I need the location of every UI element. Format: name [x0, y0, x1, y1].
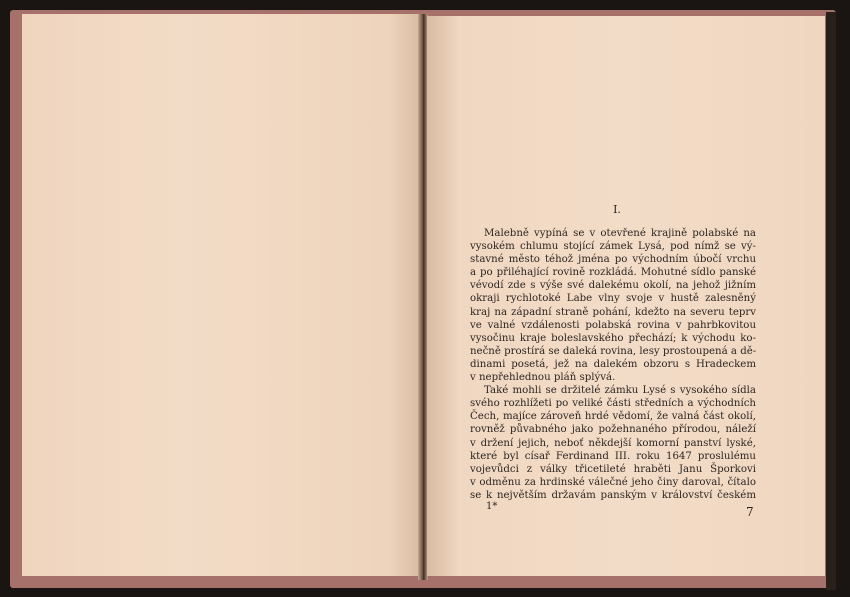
- text-line: dinami posetá, jež na dalekém obzoru s Hradeckem: [470, 358, 756, 370]
- text-line: nečně prostírá se daleká rovina, lesy prostoupená a dě-: [470, 345, 757, 357]
- paragraph-2: [470, 384, 756, 502]
- text-line: se k největším državám panským v království českém: [470, 489, 756, 501]
- text-line: stavné město téhož jména po východním úbočí vrchu: [470, 254, 756, 266]
- signature-mark: 1*: [486, 501, 498, 512]
- chapter-number: I.: [613, 203, 621, 216]
- text-line: které byl císař Ferdinand III. roku 1647 proslulému: [470, 450, 756, 462]
- paragraph-1: [470, 227, 756, 384]
- left-page-blank: [22, 14, 420, 576]
- text-line: Také mohli se držitelé zámku Lysé s vysokého sídla: [484, 385, 756, 397]
- text-line: v držení jejich, neboť někdejší komorní panství lyské,: [470, 437, 756, 449]
- text-line: v nepřehlednou pláň splývá.: [470, 372, 616, 384]
- text-line: svého rozhlížeti po veliké části středních a východních: [470, 398, 756, 410]
- page-number: 7: [746, 505, 754, 519]
- text-line: kraj na západní straně pohání, kdežto na severu teprv: [470, 306, 756, 318]
- text-line: Čech, majíce zároveň hrdé vědomí, že valná část okolí,: [470, 411, 756, 423]
- text-line: v odměnu za hrdinské válečné jeho činy daroval, čítalo: [470, 476, 756, 488]
- text-line: vojevůdci z války třicetileté hraběti Janu Šporkovi: [470, 463, 756, 475]
- text-line: a po přiléhající rovině rozkládá. Mohutné sídlo panské: [470, 267, 756, 279]
- text-line: ve valné vzdálenosti polabská rovina v pahrbkovitou: [470, 319, 756, 331]
- text-line: rovněž půvabného jako požehnaného přírodou, náleží: [470, 424, 756, 436]
- text-line: okraji rychlotoké Labe vlny svoje v hustě zalesněný: [470, 293, 756, 305]
- text-line: Malebně vypíná se v otevřené krajině polabské na: [484, 228, 756, 239]
- body-text: [470, 227, 756, 502]
- text-line: vévodí zde s výše své dalekému okolí, na jehož jižním: [470, 280, 756, 292]
- text-line: vysokém chlumu stojící zámek Lysá, pod nímž se vý-: [470, 241, 756, 253]
- cover-edge: [826, 12, 836, 590]
- text-line: vysočinu kraje boleslavského přechází; k východu ko-: [470, 332, 756, 344]
